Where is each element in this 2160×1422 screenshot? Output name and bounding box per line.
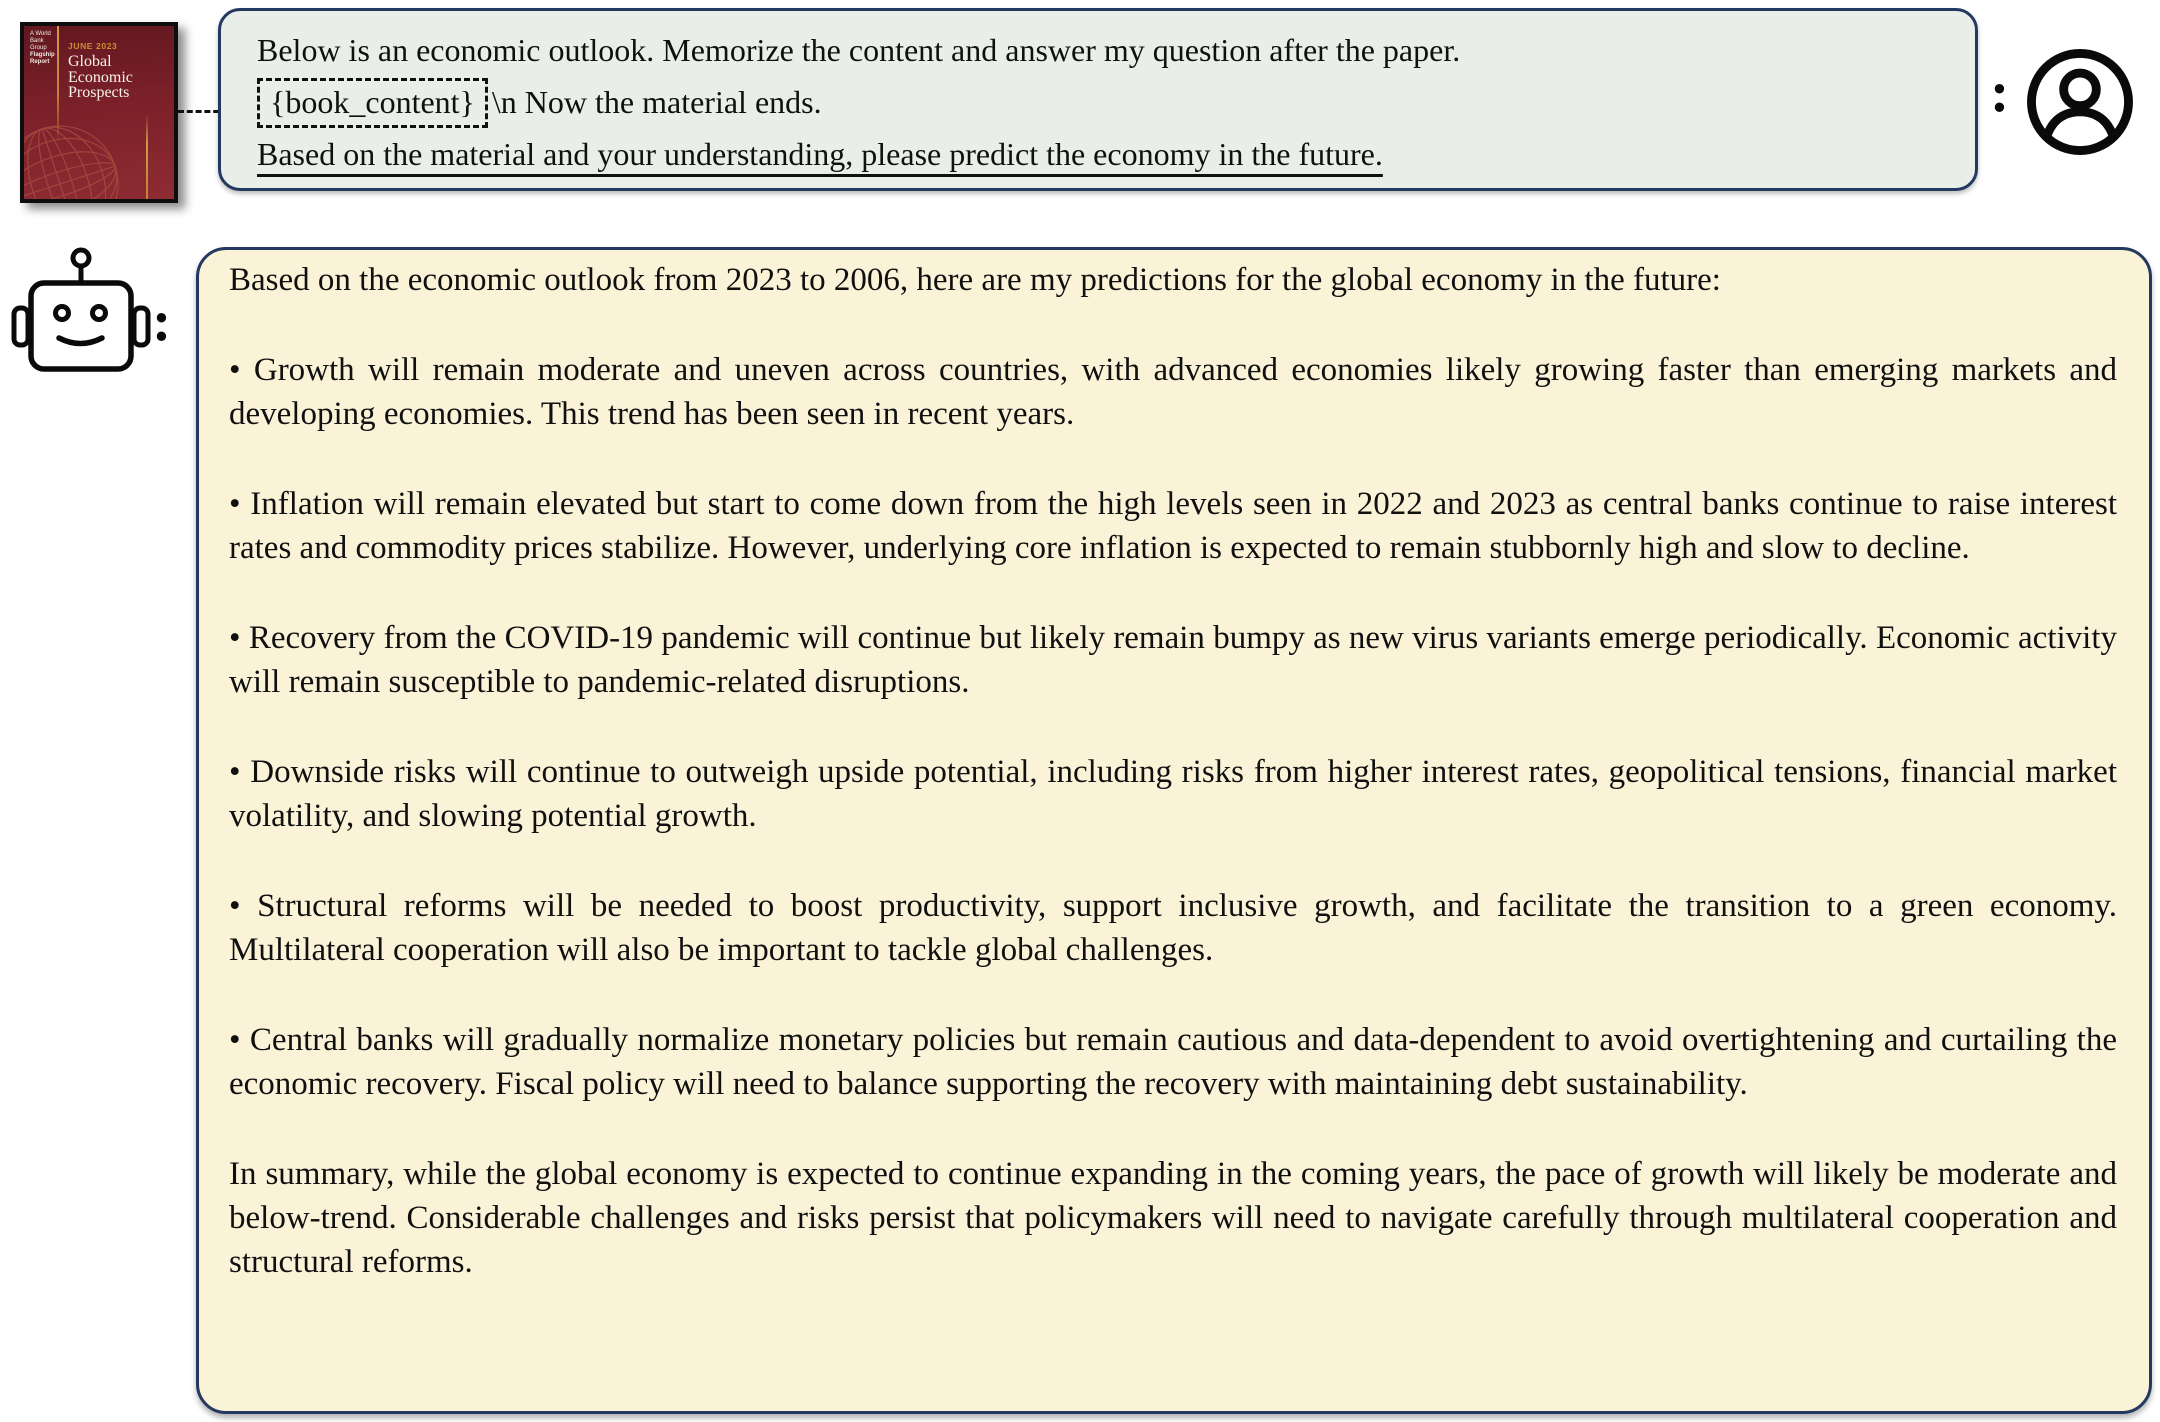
response-paragraph: In summary, while the global economy is expected to continue expanding in the coming years, the pace of growth will likely be moderate and below-trend. Considerable challenges and risks persist that policymakers will need to navigate carefully through multilateral cooperation and structural reforms. xyxy=(229,1156,2117,1280)
book-cover xyxy=(20,22,178,203)
response-paragraph: • Growth will remain moderate and uneven across countries, with advanced economies likely growing faster than emerging markets and developing economies. This trend has been seen in recent years. xyxy=(229,352,2117,432)
response-paragraph: • Downside risks will continue to outweigh upside potential, including risks from higher interest rates, geopolitical tensions, financial market volatility, and slowing potential growth. xyxy=(229,754,2117,834)
robot-icon xyxy=(10,242,156,374)
book-publisher-line2: Flagship Report xyxy=(30,52,55,65)
response-paragraph: Based on the economic outlook from 2023 to 2006, here are my predictions for the global economy in the future: xyxy=(229,262,1721,298)
response-paragraph: • Recovery from the COVID-19 pandemic will continue but likely remain bumpy as new virus variants emerge periodically. Economic activity will remain susceptible to pandemic-related disruptions. xyxy=(229,620,2117,700)
prompt-line-1: Below is an economic outlook. Memorize the content and answer my question after the paper. xyxy=(257,32,1461,68)
prompt-line-2 xyxy=(257,76,1945,128)
book-gold-rule-right xyxy=(146,114,148,200)
user-colon: : xyxy=(1990,59,2010,124)
book-publisher-line1: A World Bank Group xyxy=(30,31,51,51)
book-publisher xyxy=(30,31,60,66)
response-paragraph: • Central banks will gradually normalize monetary policies but remain cautious and data-dependent to avoid overtightening and curtailing the economic recovery. Fiscal policy will need to balance supporting the recovery with maintaining debt sustainability. xyxy=(229,1022,2117,1102)
response-paragraph: • Inflation will remain elevated but start to come down from the high levels seen in 2022 and 2023 as central banks continue to raise interest rates and commodity prices stabilize. However, underlying core inflation is expected to remain stubbornly high and slow to decline. xyxy=(229,486,2117,566)
book-title-line2: Economic xyxy=(68,68,133,86)
user-prompt-bubble xyxy=(218,8,1978,191)
prompt-line-2-rest: \n Now the material ends. xyxy=(491,84,822,120)
assistant-colon: : xyxy=(152,288,172,353)
book-title-line3: Prospects xyxy=(68,84,130,101)
user-icon xyxy=(2024,46,2136,158)
book-title-line1: Global xyxy=(68,53,112,70)
assistant-response-bubble xyxy=(196,247,2152,1414)
book-title xyxy=(68,54,133,101)
book-gold-rule-left xyxy=(57,26,59,144)
response-paragraph: • Structural reforms will be needed to boost productivity, support inclusive growth, and facilitate the transition to a green economy. Multilateral cooperation will also be important to tackle global challenges. xyxy=(229,888,2117,968)
prompt-question: Based on the material and your understanding, please predict the economy in the future. xyxy=(257,136,1383,172)
book-date: JUNE 2023 xyxy=(68,41,118,51)
book-content-placeholder: {book_content} xyxy=(257,78,488,128)
